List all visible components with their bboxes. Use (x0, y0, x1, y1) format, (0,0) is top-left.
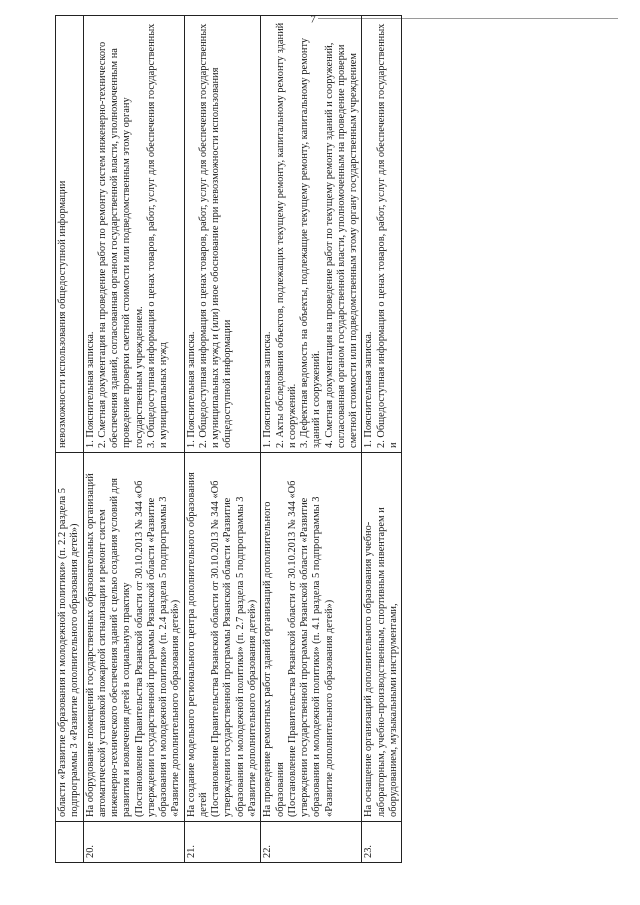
document-item: 3. Дефектная ведомость на объекты, подлежащие текущему ремонту, капитальному ремонту зданий и сооружений. (299, 37, 323, 448)
document-item: 1. Пояснительная записка. (84, 331, 96, 448)
description-paragraph: (Постановление Правительства Рязанской области от 30.10.2013 № 344 «Об утверждении государственной программы Рязанской области «Развитие образования и молодежной политики» (п. 4.1 раздела 5 подпрограммы 3 «Развитие дополнительного образования детей») (286, 480, 335, 817)
row-number: 22. (261, 821, 362, 862)
expense-description-cell (56, 452, 84, 821)
required-documents-cell (56, 15, 84, 452)
page-number: 7 (310, 13, 316, 26)
expense-description-cell (362, 452, 402, 821)
description-paragraph: (Постановление Правительства Рязанской области от 30.10.2013 № 344 «Об утверждении государственной программы Рязанской области «Развитие образования и молодежной политики» (п. 2.7 раздела 5 подпрограммы 3 «Развитие дополнительного образования детей») (210, 480, 258, 817)
rotated-page (55, 13, 585, 863)
document-item: 1. Пояснительная записка. (262, 331, 274, 448)
description-paragraph: На создание модельного регионального центра дополнительного образования детей (185, 471, 209, 817)
table-row (83, 15, 184, 862)
row-number: 20. (83, 821, 184, 862)
document-item: 2. Общедоступная информация о ценах товаров, работ, услуг для обеспечения государственных и (375, 23, 399, 448)
description-paragraph: На оборудование помещений государственных образовательных организаций автоматической установкой пожарной сигнализации и ремонт систем инженерно-технического обеспечения зданий с целью создания условий для развития и вовлечения детей в социальную практику (84, 472, 133, 817)
row-number: 23. (362, 821, 402, 862)
description-paragraph: На проведение ремонтных работ зданий организаций дополнительного образования (262, 501, 286, 817)
document-item: 2. Акты обследования объектов, подлежащих текущему ремонту, капитальному ремонту зданий и сооружений. (274, 22, 298, 448)
description-paragraph: области «Развитие образования и молодежной политики» (п. 2.2 раздела 5 подпрограммы 3 «Развитие дополнительного образования детей») (57, 487, 81, 817)
table-row (362, 15, 402, 862)
document-item: 2. Сметная документация на проведение работ по ремонту систем инженерно-технического обеспечения зданий, согласованная органом государственной власти, уполномоченным на проведение проверки сметной стоимости или подведомственным этому органу государственным учреждением. (96, 41, 145, 448)
table-row (56, 15, 84, 862)
required-documents-cell (184, 15, 261, 452)
document-item: 1. Пояснительная записка. (363, 331, 375, 448)
requirements-table (55, 15, 402, 863)
description-paragraph: На оснащение организаций дополнительного образования учебно-лабораторным, учебно-производственным, спортивным инвентарем и оборудованием, музыкальными инструментами, (363, 506, 399, 817)
expense-description-cell (83, 452, 184, 821)
required-documents-cell (362, 15, 402, 452)
table-row (184, 15, 261, 862)
row-number (56, 821, 84, 862)
required-documents-cell (261, 15, 362, 452)
table-body (56, 15, 402, 862)
document-item: 3. Общедоступная информация о ценах товаров, работ, услуг для обеспечения государственных и муниципальных нужд (145, 23, 170, 448)
required-documents-cell (83, 15, 184, 452)
expense-description-cell (261, 452, 362, 821)
document-item: 2. Общедоступная информация о ценах товаров, работ, услуг для обеспечения государственных и муниципальных нужд и (или) иное обоснование при невозможности использования общедоступной информации (197, 23, 234, 448)
description-paragraph: (Постановление Правительства Рязанской области от 30.10.2013 № 344 «Об утверждении государственной программы Рязанской области «Развитие образования и молодежной политики» (п. 2.4 раздела 5 подпрограммы 3 «Развитие дополнительного образования детей») (133, 480, 182, 817)
document-item: 4. Сметная документация на проведение работ по текущему ремонту зданий и сооружений, согласованная органом государственной власти, уполномоченным на проведение проверки сметной стоимости или подведомственным этому органу государственным учреждением (323, 42, 360, 448)
table-row (261, 15, 362, 862)
row-number: 21. (184, 821, 261, 862)
expense-description-cell (184, 452, 261, 821)
document-item: 1. Пояснительная записка. (185, 331, 197, 448)
document-item: невозможности использования общедоступной информации (57, 180, 68, 448)
